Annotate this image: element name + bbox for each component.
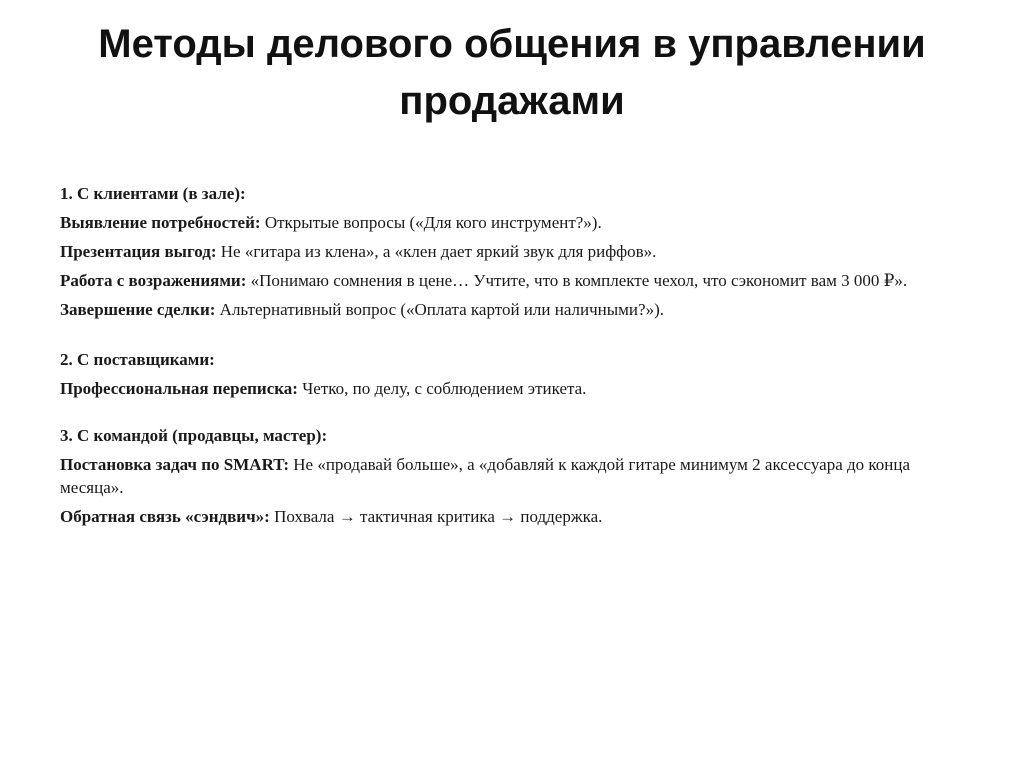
item-label: Профессиональная переписка:: [60, 379, 298, 398]
section-suppliers: [60, 348, 960, 400]
item-label: Выявление потребностей:: [60, 213, 261, 232]
list-item: [60, 453, 960, 499]
list-item: [60, 505, 960, 528]
section-heading: 3. С командой (продавцы, мастер):: [60, 426, 328, 445]
item-label: Завершение сделки:: [60, 300, 216, 319]
section-clients: [60, 182, 960, 321]
slide-title: Методы делового общения в управлении продажами: [98, 22, 926, 123]
item-text: Открытые вопросы («Для кого инструмент?»).: [264, 213, 602, 232]
section-heading: 2. С поставщиками:: [60, 350, 215, 369]
list-item: [60, 269, 960, 292]
list-item: [60, 240, 960, 263]
item-text: Похвала → тактичная критика → поддержка.: [274, 507, 603, 526]
item-text: «Понимаю сомнения в цене… Учтите, что в комплекте чехол, что сэкономит вам 3 000 ₽».: [250, 271, 908, 290]
list-item: [60, 298, 960, 321]
list-item: [60, 211, 960, 234]
item-label: Постановка задач по SMART:: [60, 455, 289, 474]
item-label: Работа с возражениями:: [60, 271, 247, 290]
item-text: Альтернативный вопрос («Оплата картой или наличными?»).: [219, 300, 664, 319]
section-spacer: [60, 400, 960, 424]
section-heading: 1. С клиентами (в зале):: [60, 184, 246, 203]
item-label: Обратная связь «сэндвич»:: [60, 507, 270, 526]
slide-body: [60, 182, 960, 528]
item-text: Не «продавай больше», а «добавляй к каждой гитаре минимум 2 аксессуара до конца месяца».: [60, 455, 911, 497]
list-item: [60, 377, 960, 400]
section-team: [60, 424, 960, 528]
item-label: Презентация выгод:: [60, 242, 217, 261]
section-spacer: [60, 321, 960, 348]
item-text: Четко, по делу, с соблюдением этикета.: [302, 379, 587, 398]
item-text: Не «гитара из клена», а «клен дает яркий звук для риффов».: [220, 242, 657, 261]
